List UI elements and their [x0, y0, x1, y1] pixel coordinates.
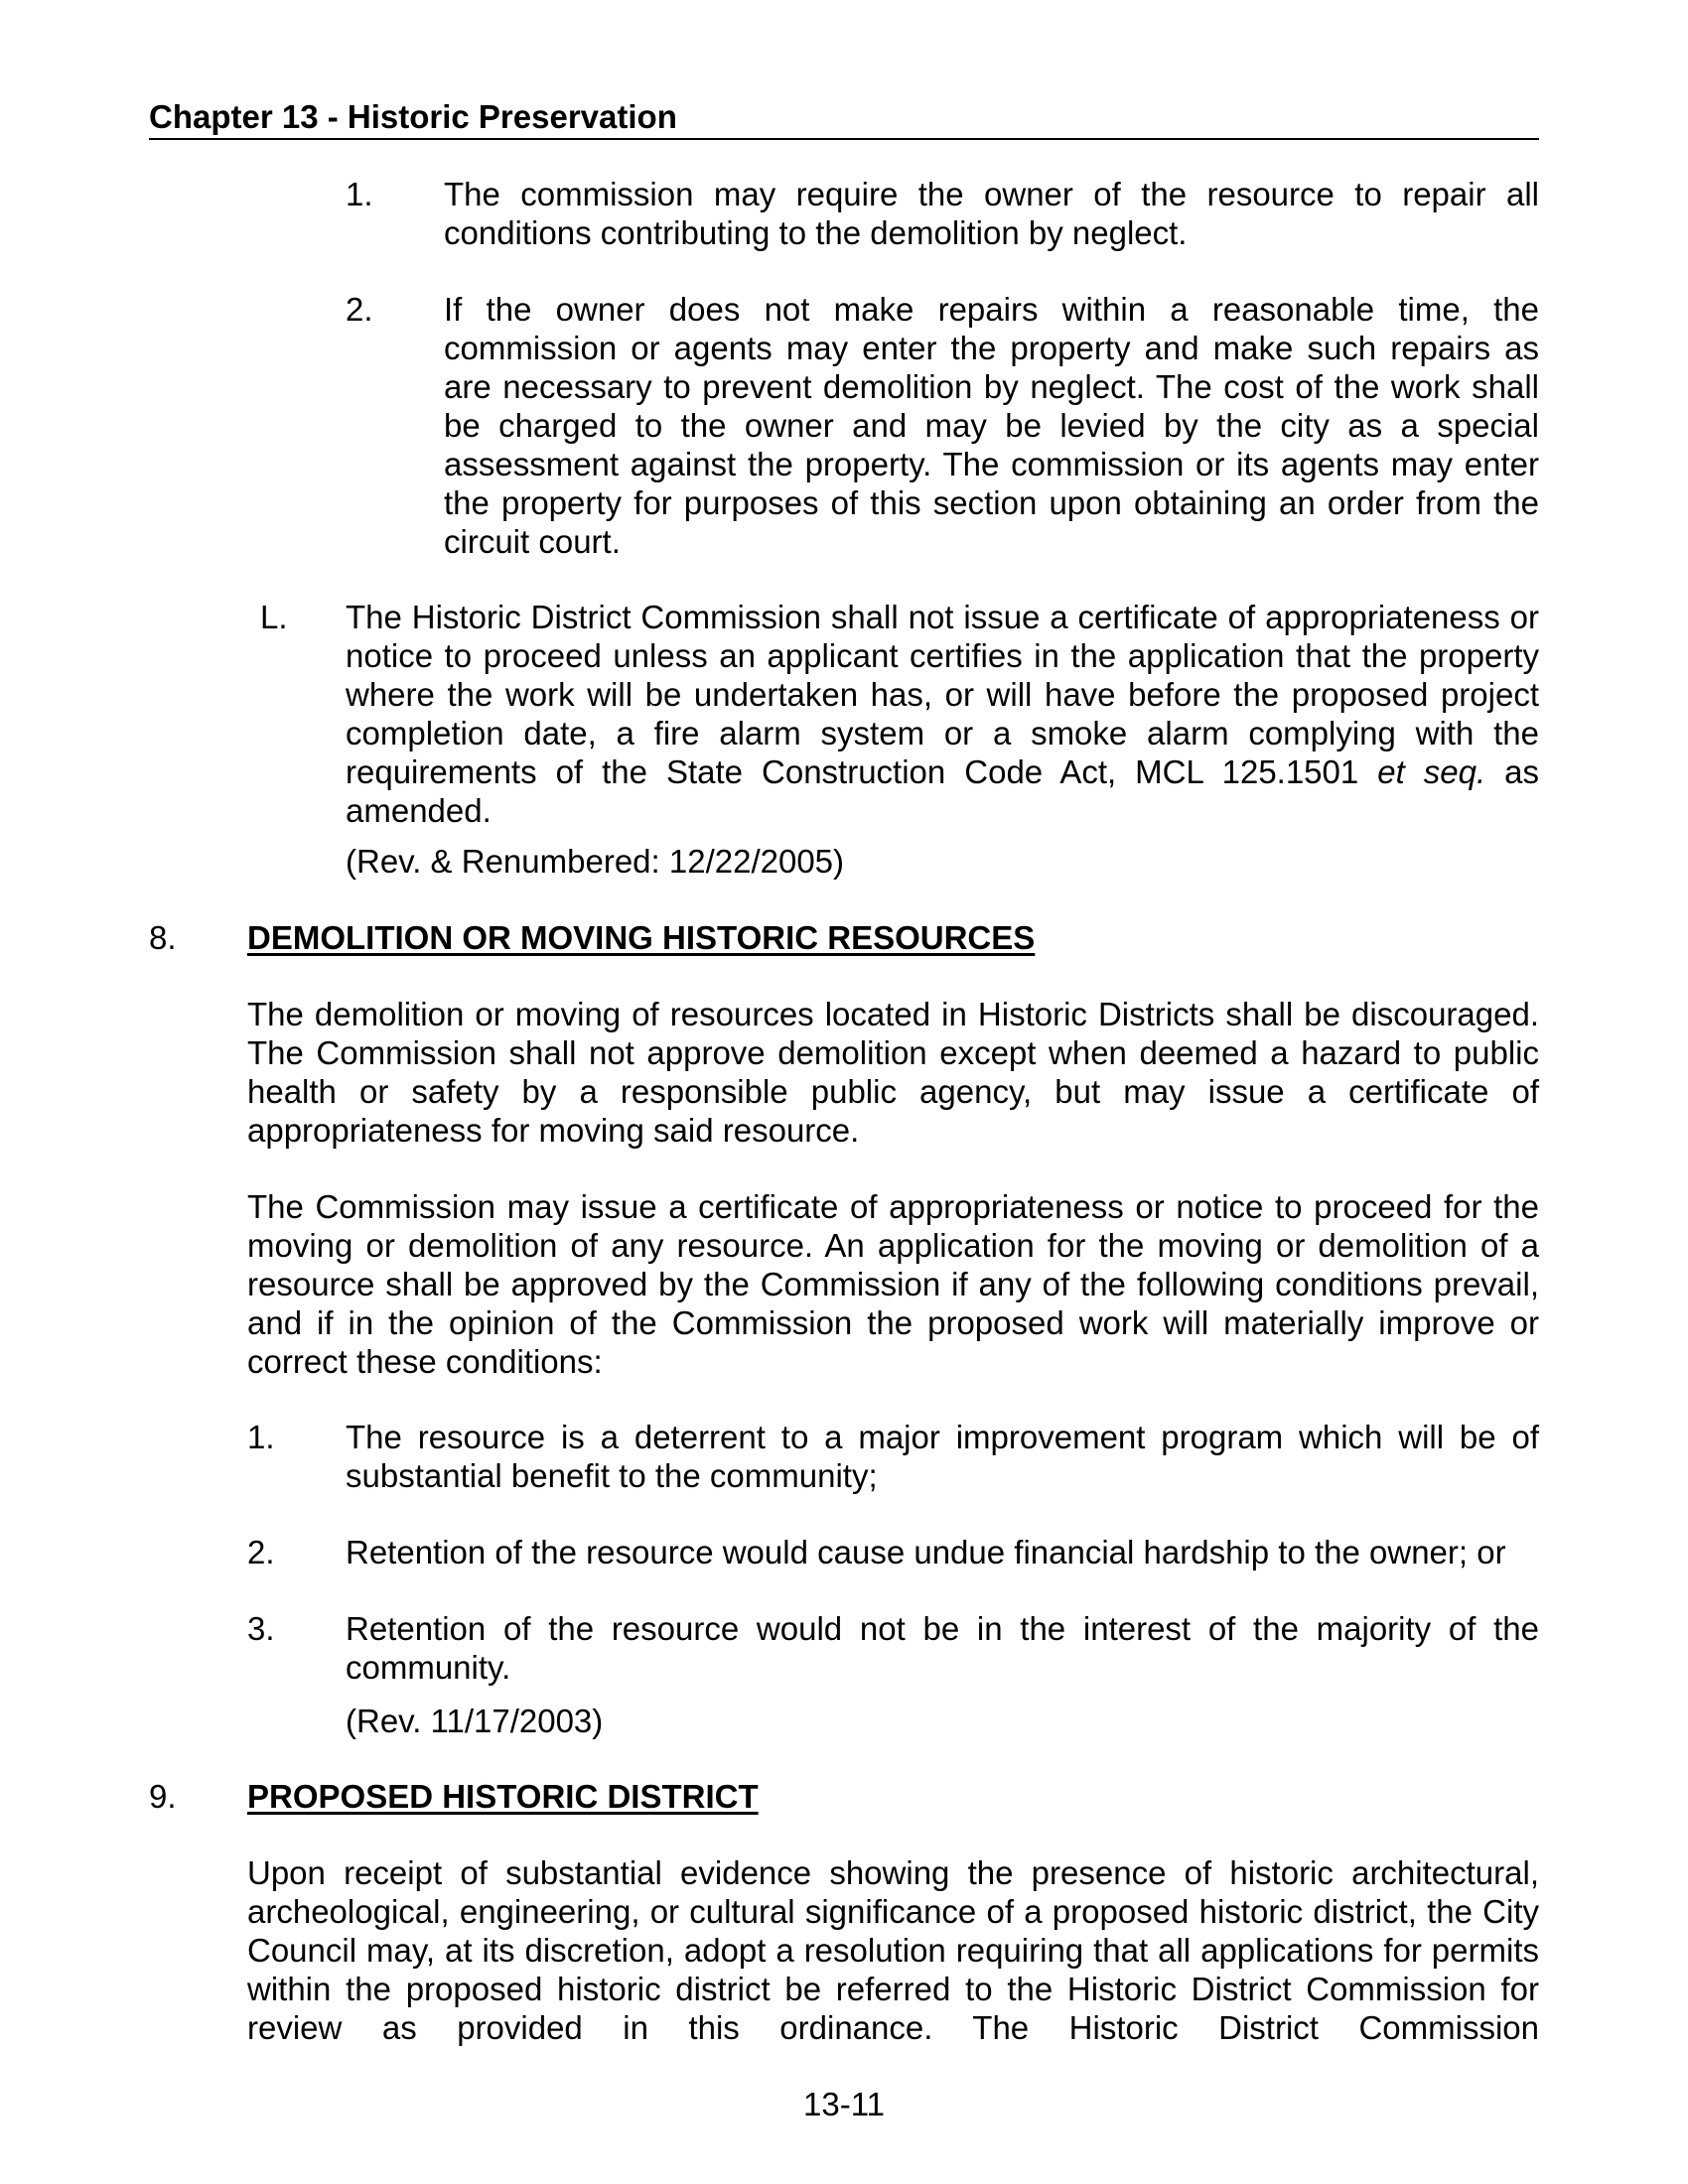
item-l-label: L.	[260, 599, 288, 635]
item-l-text-main: The Historic District Commission shall not issue a certificate of appropriateness or notice to proceed unless an applicant certifies in the application that the property where the work will be undertaken has, or will have before the proposed project completion date, a fire alarm system or a smoke alarm complying with the requirements of the State Construction Code Act, MCL 125.1501	[346, 599, 1539, 790]
sub-item-1-text: The commission may require the owner of the resource to repair all conditions contributing to the demolition by neglect.	[444, 176, 1539, 251]
section-8-paragraph-1: The demolition or moving of resources located in Historic Districts shall be discouraged. The Commission shall not approve demolition except when deemed a hazard to public health or safety by a responsible public agency, but may issue a certificate of appropriateness for moving said resource.	[247, 996, 1539, 1149]
sub-item-2-number: 2.	[346, 291, 373, 328]
section-8-item-2-number: 2.	[247, 1534, 275, 1570]
section-8-heading: DEMOLITION OR MOVING HISTORIC RESOURCES	[247, 919, 1036, 956]
section-8-revision: (Rev. 11/17/2003)	[346, 1703, 604, 1739]
sub-item-2-text: If the owner does not make repairs within a reasonable time, the commission or agents may enter the property and make such repairs as are necessary to prevent demolition by neglect. The cost of the work shall be charged to the owner and may be levied by the city as a special assessment against the property. The commission or its agents may enter the property for purposes of this section upon obtaining an order from the circuit court.	[444, 291, 1539, 560]
section-8-number: 8.	[149, 919, 177, 956]
page-header	[149, 97, 1539, 140]
item-l-text-end: as amended.	[346, 753, 1539, 829]
item-l-revision: (Rev. & Renumbered: 12/22/2005)	[346, 843, 845, 880]
section-8-item-1-number: 1.	[247, 1419, 275, 1455]
section-8-item-3-number: 3.	[247, 1610, 275, 1647]
item-l-text-italic: et seq.	[1377, 753, 1486, 790]
page-number: 13-11	[803, 2086, 885, 2122]
section-9-heading: PROPOSED HISTORIC DISTRICT	[247, 1778, 759, 1815]
item-l-text	[346, 598, 1539, 830]
section-9-number: 9.	[149, 1778, 177, 1815]
section-9-paragraph-1: Upon receipt of substantial evidence showing the presence of historic architectural, archeological, engineering, or cultural significance of a proposed historic district, the City Council may, at its discretion, adopt a resolution requiring that all applications for permits within the proposed historic district be referred to the Historic District Commission for review as provided in this ordinance. The Historic District Commission	[247, 1854, 1539, 2046]
section-8-item-3-text: Retention of the resource would not be in the interest of the majority of the community.	[346, 1610, 1539, 1686]
section-8-item-2-text: Retention of the resource would cause undue financial hardship to the owner; or	[346, 1534, 1506, 1570]
chapter-title: Chapter 13 - Historic Preservation	[149, 98, 677, 135]
section-8-paragraph-2: The Commission may issue a certificate of appropriateness or notice to proceed for the moving or demolition of any resource. An application for the moving or demolition of a resource shall be approved by the Commission if any of the following conditions prevail, and if in the opinion of the Commission the proposed work will materially improve or correct these conditions:	[247, 1188, 1539, 1380]
section-8-item-1-text: The resource is a deterrent to a major improvement program which will be of substantial benefit to the community;	[346, 1419, 1539, 1494]
sub-item-1-number: 1.	[346, 176, 373, 212]
